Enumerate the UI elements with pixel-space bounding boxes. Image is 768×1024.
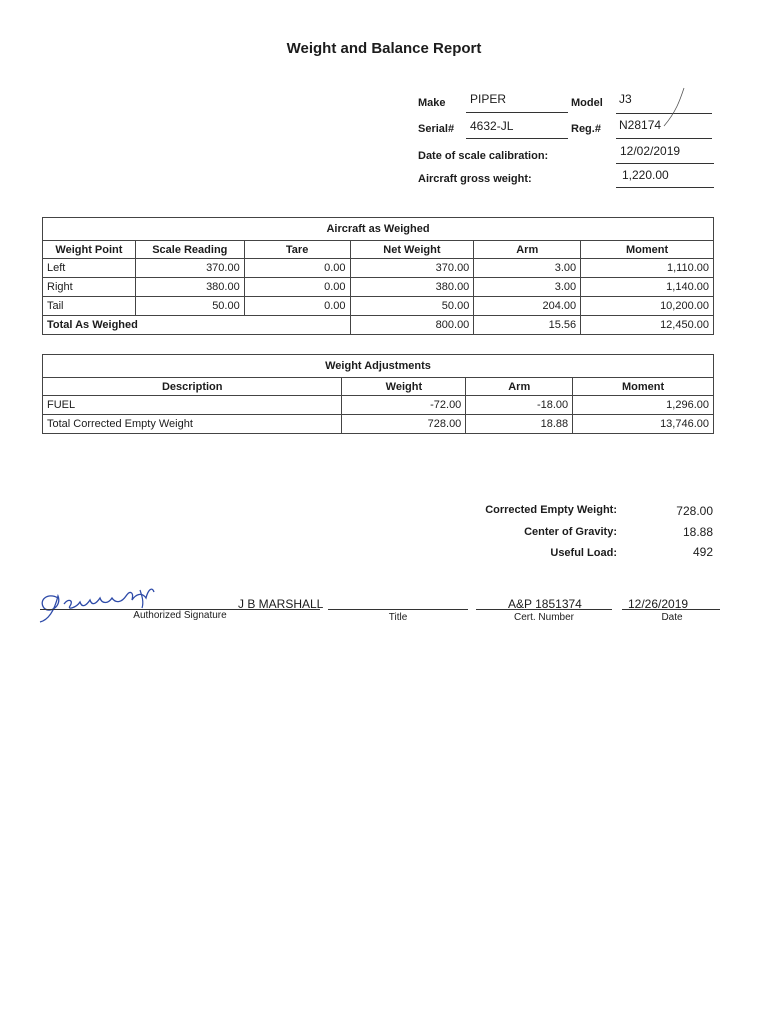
table-row [43,259,714,278]
net-weight: 370.00 [350,259,474,278]
adjustment-weight: 728.00 [342,415,466,434]
net-weight: 50.00 [350,297,474,316]
col-header: Description [43,378,342,396]
adjustment-arm: 18.88 [466,415,573,434]
total-row [43,316,714,335]
adjustments-caption: Weight Adjustments [43,355,714,378]
total-moment: 12,450.00 [581,316,714,335]
adjustment-moment: 13,746.00 [573,415,714,434]
weighed-table [42,217,714,335]
signer-name: J B MARSHALL [238,597,324,611]
col-header: Moment [573,378,714,396]
total-label: Total As Weighed [43,316,351,335]
adjustments-header-row [43,378,714,396]
tare: 0.00 [244,259,350,278]
col-header: Arm [466,378,573,396]
col-header: Arm [474,241,581,259]
arm: 204.00 [474,297,581,316]
moment: 1,110.00 [581,259,714,278]
adjustment-moment: 1,296.00 [573,396,714,415]
signature-caption: Authorized Signature [133,610,227,621]
model-label: Model [571,97,603,109]
adjustment-weight: -72.00 [342,396,466,415]
adjustment-description: Total Corrected Empty Weight [43,415,342,434]
col-header: Moment [581,241,714,259]
gross-weight-label: Aircraft gross weight: [418,173,532,185]
weight-point: Right [43,278,136,297]
moment: 10,200.00 [581,297,714,316]
net-weight: 380.00 [350,278,474,297]
moment: 1,140.00 [581,278,714,297]
calibration-label: Date of scale calibration: [418,150,549,162]
adjustment-description: FUEL [43,396,342,415]
table-row [43,396,714,415]
tare: 0.00 [244,297,350,316]
cg-label: Center of Gravity: [524,526,617,538]
table-row [43,415,714,434]
weighed-header-row [43,241,714,259]
title-caption: Title [388,612,408,623]
reg-value: N28174 [619,118,662,132]
total-arm: 15.56 [474,316,581,335]
table-row [43,297,714,316]
signature-date: 12/26/2019 [628,597,689,611]
total-net-weight: 800.00 [350,316,474,335]
weighed-caption: Aircraft as Weighed [43,218,714,241]
calibration-value: 12/02/2019 [620,144,681,158]
cew-label: Corrected Empty Weight: [485,504,617,516]
serial-label: Serial# [418,123,455,135]
weight-point: Tail [43,297,136,316]
date-caption: Date [661,612,683,623]
reg-label: Reg.# [571,123,601,135]
scale-reading: 370.00 [135,259,244,278]
make-label: Make [418,97,446,109]
model-value: J3 [619,92,632,106]
report-title: Weight and Balance Report [286,40,482,57]
serial-value: 4632-JL [470,119,514,133]
cew-value: 728.00 [676,504,713,518]
col-header: Scale Reading [135,241,244,259]
weight-point: Left [43,259,136,278]
cert-number: A&P 1851374 [508,597,582,611]
col-header: Weight [342,378,466,396]
col-header: Tare [244,241,350,259]
arm: 3.00 [474,278,581,297]
table-row [43,278,714,297]
gross-weight-value: 1,220.00 [622,168,669,182]
cg-value: 18.88 [682,525,713,539]
scale-reading: 50.00 [135,297,244,316]
make-value: PIPER [470,92,507,106]
pen-tick-mark [650,86,690,132]
col-header: Weight Point [43,241,136,259]
cert-caption: Cert. Number [513,612,574,623]
col-header: Net Weight [350,241,474,259]
useful-load-value: 492 [692,545,713,559]
scale-reading: 380.00 [135,278,244,297]
useful-load-label: Useful Load: [550,547,617,559]
tare: 0.00 [244,278,350,297]
arm: 3.00 [474,259,581,278]
adjustment-arm: -18.00 [466,396,573,415]
adjustments-table [42,354,714,434]
